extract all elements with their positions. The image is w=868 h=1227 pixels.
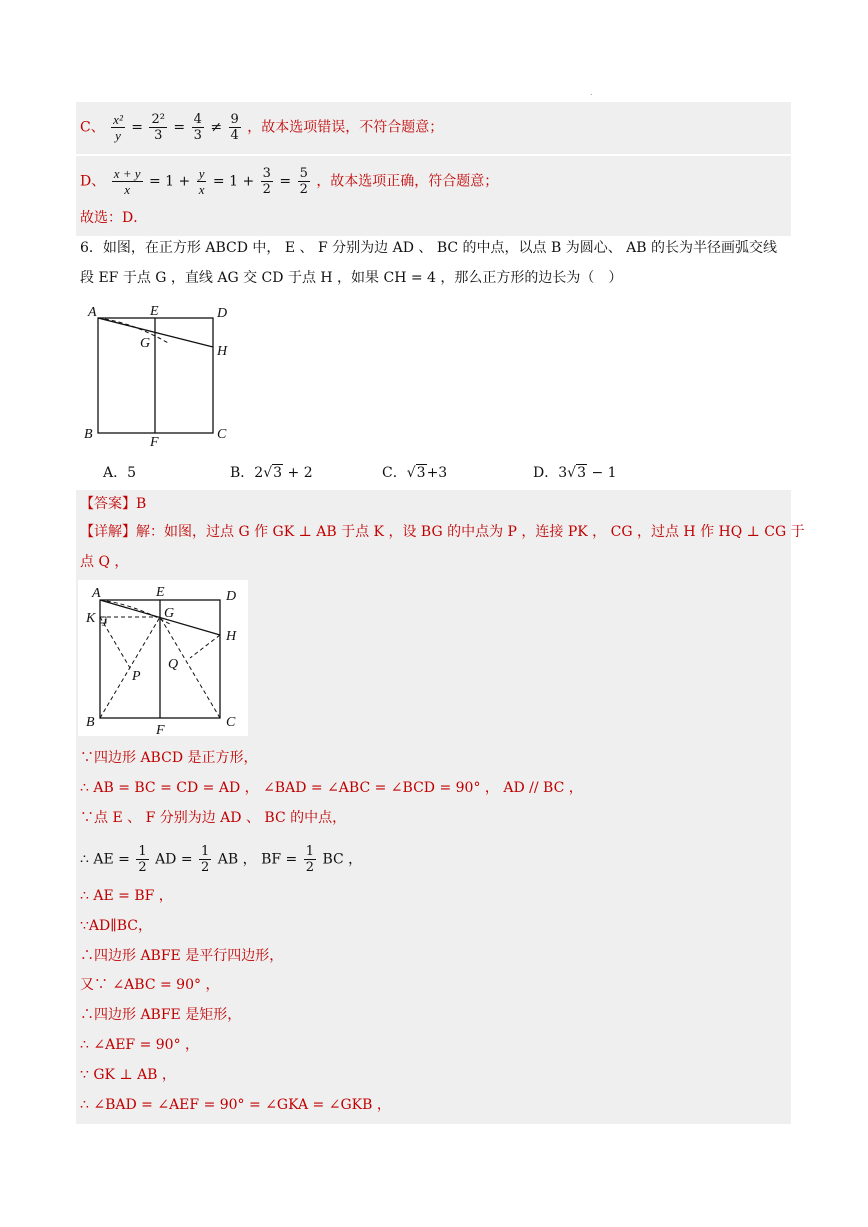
label-k: K	[86, 611, 96, 626]
step-4-part: ∴ AE =	[80, 851, 130, 868]
label-c: C	[217, 427, 227, 442]
option-c-conclusion: ，故本选项错误，不符合题意；	[247, 119, 444, 136]
choose-line: 故选：D．	[80, 210, 148, 226]
radicand: 3	[273, 465, 283, 481]
option-c-label: C、	[80, 119, 105, 136]
step-11: ∵ GK ⊥ AB ，	[80, 1067, 176, 1083]
label-f: F	[156, 723, 165, 736]
fraction: $\frac{1}{2}$	[201, 844, 210, 875]
option-d-conclusion: ，故本选项正确，符合题意；	[316, 173, 499, 190]
not-equal-sign: ≠	[210, 119, 223, 136]
fraction: $\frac{5}{2}$	[299, 166, 308, 197]
label-b: B	[84, 427, 93, 442]
detail-line-2: 点 Q ，	[80, 554, 129, 570]
radicand: 3	[416, 465, 426, 481]
label-d: D	[226, 589, 237, 604]
step-10: ∴ ∠AEF = 90° ，	[80, 1037, 200, 1053]
label-b: B	[86, 715, 95, 730]
label-q: Q	[168, 657, 179, 672]
radicand: 3	[577, 465, 586, 481]
fraction: $\frac{9}{4}$	[230, 112, 239, 143]
coefficient: 3	[558, 465, 568, 481]
option-a: A．5	[103, 465, 137, 481]
fraction: $\frac{y}{x}$	[198, 166, 205, 197]
segment-hq	[190, 635, 220, 658]
label-a: A	[88, 305, 97, 320]
label-d: D	[217, 306, 228, 321]
label-f: F	[150, 435, 159, 450]
step-7: ∴四边形 ABFE 是平行四边形，	[80, 948, 284, 964]
arc-from-b	[98, 318, 170, 344]
label-c: C	[226, 715, 236, 730]
answer-value: B	[136, 496, 147, 512]
fraction: $\frac{1}{2}$	[138, 844, 147, 875]
option-b: B．2√3 + 2	[230, 465, 313, 481]
question-figure	[82, 300, 242, 450]
option-b-tail: + 2	[283, 465, 313, 481]
option-d: D．3√3 − 1	[533, 465, 617, 481]
step-2: ∴ AB = BC = CD = AD ， ∠BAD = ∠ABC = ∠BCD = 90° ， AD // BC ，	[80, 780, 583, 796]
question-line-2: 段 EF 于点 G ，直线 AG 交 CD 于点 H ，如果 CH = 4 ，那么正方形的边长为（ ）	[80, 270, 623, 286]
answer-tag: 【答案】	[80, 496, 136, 512]
step-8: 又∵ ∠ABC = 90° ，	[80, 977, 220, 993]
fraction: $\frac{x + y}{x}$	[113, 166, 141, 197]
fraction: $\frac{4}{3}$	[193, 112, 202, 143]
option-d-line	[80, 166, 498, 197]
equals-sign: = 1 +	[148, 173, 191, 190]
detail-line-1	[80, 522, 805, 542]
step-9: ∴四边形 ABFE 是矩形，	[80, 1007, 242, 1023]
option-c-line	[80, 112, 443, 143]
option-c-tail: +3	[426, 465, 448, 481]
label-e: E	[156, 585, 165, 600]
step-6: ∵AD∥BC，	[80, 918, 152, 934]
equals-sign: = 1 +	[212, 173, 255, 190]
label-h: H	[226, 629, 237, 644]
detail-text: 解：如图，过点 G 作 GK ⊥ AB 于点 K ，设 BG 的中点为 P ，连接 PK ， CG ，过点 H 作 HQ ⊥ CG 于	[136, 524, 805, 540]
coefficient: 2	[254, 465, 264, 481]
option-d-tail: − 1	[587, 465, 617, 481]
option-d-label: D．	[533, 465, 559, 481]
option-c-label: C．	[382, 465, 407, 481]
option-d-label: D、	[80, 173, 106, 190]
equals-sign: =	[279, 173, 292, 190]
fraction: $\frac{\text{x²}}{y}$	[113, 112, 123, 143]
step-4-part: AD =	[155, 851, 193, 868]
step-4	[80, 844, 362, 875]
label-g: G	[140, 336, 151, 351]
step-4-part: BC ，	[322, 851, 363, 868]
fraction: $\frac{1}{2}$	[305, 844, 314, 875]
option-c: C．√3+3	[382, 465, 448, 481]
label-e: E	[150, 304, 159, 319]
fraction: $\frac{\text{2²}}{3}$	[151, 112, 165, 143]
option-b-label: B．	[230, 465, 255, 481]
label-a: A	[92, 586, 101, 601]
answer-line	[80, 494, 146, 514]
label-j: J	[102, 618, 107, 629]
label-h: H	[217, 344, 228, 359]
step-3: ∵点 E 、 F 分别为边 AD 、 BC 的中点，	[80, 810, 347, 826]
detail-tag: 【详解】	[80, 524, 136, 540]
question-line-1: 6．如图，在正方形 ABCD 中， E 、 F 分别为边 AD 、 BC 的中点，以点 B 为圆心、 AB 的长为半径画弧交线	[80, 240, 778, 256]
label-g: G	[164, 606, 175, 621]
label-p: P	[132, 669, 141, 684]
step-1: ∵四边形 ABCD 是正方形，	[80, 750, 258, 766]
equals-sign: =	[173, 119, 186, 136]
step-4-part: AB ， BF =	[217, 851, 298, 868]
solution-figure	[78, 580, 248, 736]
fraction: $\frac{3}{2}$	[262, 166, 271, 197]
step-5: ∴ AE = BF ，	[80, 888, 173, 904]
equals-sign: =	[131, 119, 144, 136]
step-12: ∴ ∠BAD = ∠AEF = 90° = ∠GKA = ∠GKB ，	[80, 1097, 391, 1113]
header-dot: .	[590, 88, 593, 97]
